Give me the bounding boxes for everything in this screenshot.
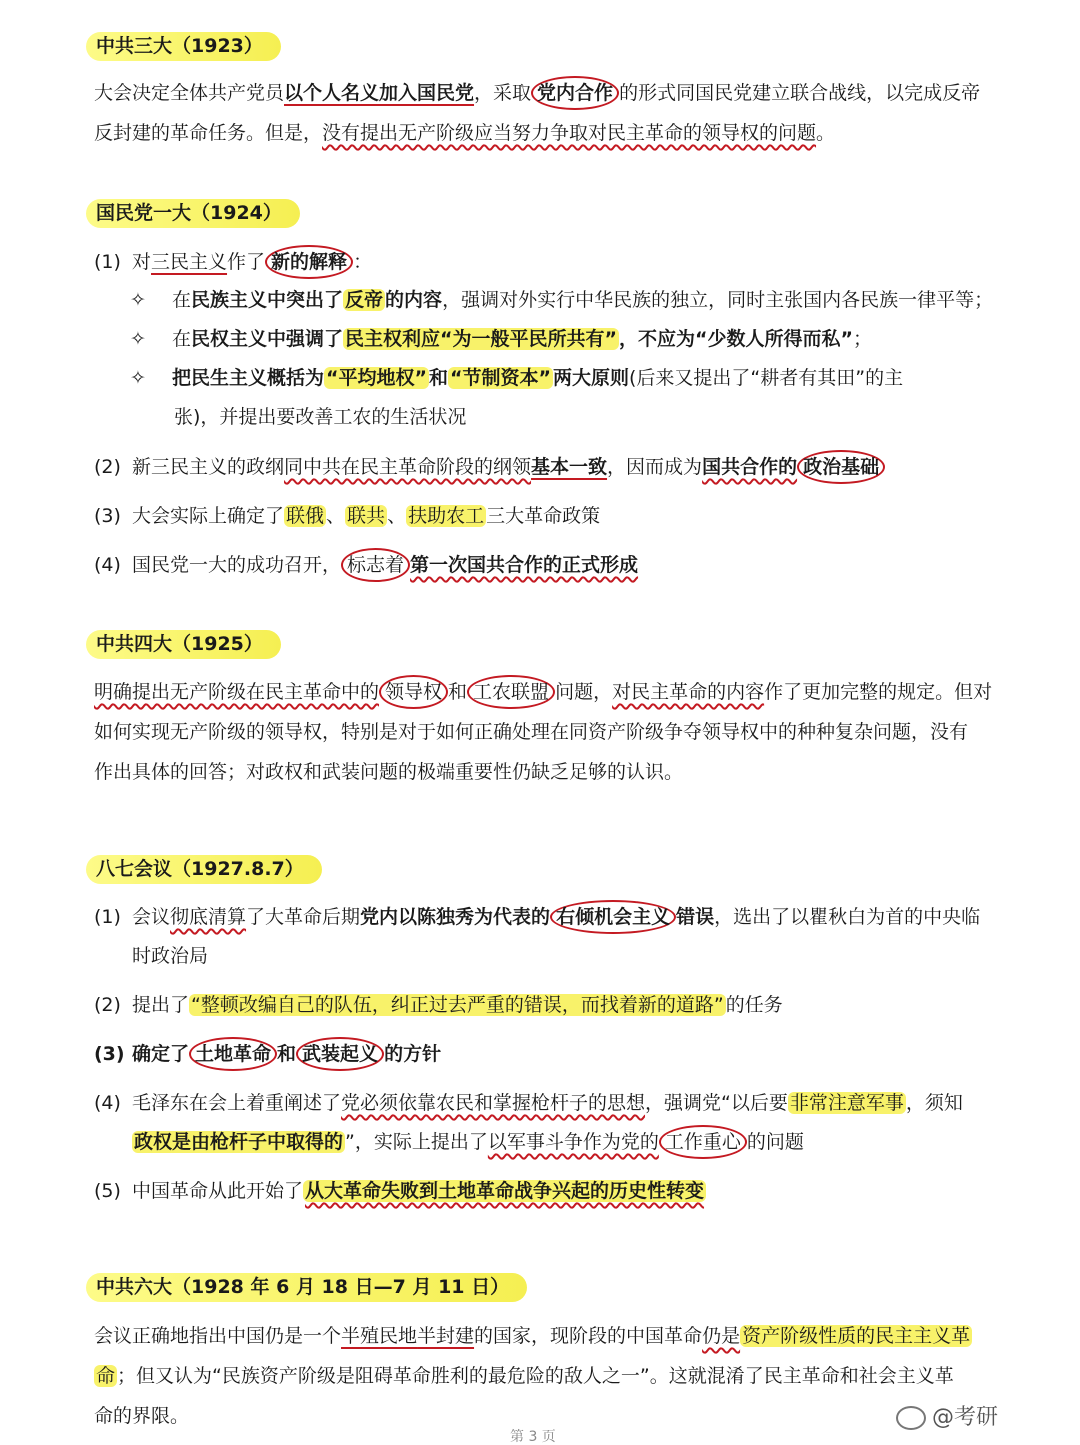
text: ，采取 xyxy=(474,82,532,104)
text-emphasis: 和 xyxy=(277,1043,297,1065)
text: 反封建的革命任务。但是， xyxy=(94,122,323,144)
highlighted-text: 非常注意军事 xyxy=(789,1092,904,1114)
item-number: (1) xyxy=(94,251,121,273)
highlighted-text: 反帝 xyxy=(345,289,384,311)
circled-term: 右倾机会主义 xyxy=(550,900,676,934)
paragraph-ccp3 xyxy=(94,73,994,153)
list-item xyxy=(94,1083,994,1123)
list-item xyxy=(130,281,1000,320)
highlighted-text: 政权是由枪杆子中取得的 xyxy=(134,1131,344,1153)
list-item-continuation: 张)，并提出要改善工农的生活状况 xyxy=(174,406,467,428)
section-heading-kmt1: 国民党一大（1924） xyxy=(86,199,300,228)
bullet-icon: ✧ xyxy=(130,328,146,350)
section-heading-ccp3: 中共三大（1923） xyxy=(86,32,281,61)
item-number: (1) xyxy=(94,906,121,928)
list-item xyxy=(94,985,994,1025)
text: 命的界限。 xyxy=(94,1405,190,1427)
wavy-underlined-text: 以军事斗争作为党的 xyxy=(487,1131,659,1153)
highlighted-text: 民主权利应“为一般平民所共有” xyxy=(345,328,618,350)
paragraph-ccp4 xyxy=(94,672,994,792)
highlighted-text: 联俄 xyxy=(286,505,325,527)
wavy-underlined-text: 党必须依靠农民和掌握枪杆子的思想 xyxy=(341,1092,646,1114)
text: 在 xyxy=(172,328,192,350)
wavy-underlined-text: 仍是 xyxy=(702,1325,741,1347)
text: 、 xyxy=(326,505,346,527)
item-number: (3) xyxy=(94,505,121,527)
underlined-text: 半殖民地 xyxy=(341,1325,418,1347)
text: 作了 xyxy=(227,251,266,273)
wavy-underlined-text: 同中共在民主革命阶段的纲领 xyxy=(284,456,532,478)
text: 的任务 xyxy=(725,994,783,1016)
bullet-icon: ✧ xyxy=(130,289,146,311)
text: 、 xyxy=(387,505,407,527)
circled-term: 标志着 xyxy=(341,548,410,582)
highlighted-text: 命 xyxy=(96,1365,116,1387)
list-item xyxy=(94,496,994,536)
text: 国民党一大的成功召开， xyxy=(132,554,342,576)
item-number: (4) xyxy=(94,1092,121,1114)
text: 在 xyxy=(172,289,192,311)
paragraph-ccp6 xyxy=(94,1316,994,1436)
highlighted-text: 资产阶级性质的民主主义革 xyxy=(742,1325,971,1347)
underlined-text: 半封建 xyxy=(417,1325,475,1347)
underlined-text: 三民主义 xyxy=(151,251,228,273)
text: 问题， xyxy=(555,681,613,703)
highlighted-text: “平均地权” xyxy=(326,367,427,389)
text: 大会实际上确定了 xyxy=(132,505,285,527)
text: 。 xyxy=(816,122,836,144)
text: ；但又认为“民族资产阶级是阻碍革命胜利的最危险的敌人之一”。这就混淆了民主革命和社会主义革 xyxy=(117,1365,954,1387)
circled-term: 武装起义 xyxy=(296,1037,384,1071)
text-emphasis: 的方针 xyxy=(384,1043,442,1065)
item-number: (2) xyxy=(94,994,121,1016)
list-item xyxy=(94,897,994,937)
text: 提出了 xyxy=(132,994,190,1016)
list-item xyxy=(94,1171,994,1211)
list-item-continuation xyxy=(132,1122,992,1162)
text: 了大革命后期 xyxy=(246,906,361,928)
text: 的问题 xyxy=(746,1131,804,1153)
text: 对 xyxy=(132,251,152,273)
highlighted-text: 联共 xyxy=(347,505,386,527)
text: ，强调党“以后要 xyxy=(645,1092,788,1114)
item-number: (5) xyxy=(94,1180,121,1202)
circled-term: 工作重心 xyxy=(659,1125,747,1159)
text-emphasis: 以个人名义加入国民党 xyxy=(284,82,475,104)
text-emphasis: 和 xyxy=(429,367,449,389)
text: ，强调对外实行中华民族的独立，同时主张国内各民族一律平等； xyxy=(442,289,994,311)
text: ，须知 xyxy=(905,1092,963,1114)
circled-term: 领导权 xyxy=(379,675,448,709)
text: 和 xyxy=(448,681,468,703)
text-emphasis: 民权主义中强调了 xyxy=(191,328,344,350)
text-emphasis: 党内以陈独秀为代表的 xyxy=(360,906,551,928)
text: 的国家，现阶段的中国革命 xyxy=(474,1325,703,1347)
list-item xyxy=(94,242,994,282)
wavy-underlined-text: 彻底清算 xyxy=(170,906,247,928)
weibo-icon xyxy=(896,1406,926,1430)
section-heading-ccp6: 中共六大（1928 年 6 月 18 日—7 月 11 日） xyxy=(86,1273,527,1302)
highlighted-text: “整顿改编自己的队伍，纠正过去严重的错误，而找着新的道路” xyxy=(191,994,724,1016)
bullet-icon: ✧ xyxy=(130,367,146,389)
item-number: (3) xyxy=(94,1043,125,1065)
text-emphasis: 民族主义中突出了 xyxy=(191,289,344,311)
wavy-underlined-text: 对民主革命的内容 xyxy=(612,681,765,703)
text: ”，实际上提出了 xyxy=(345,1131,488,1153)
item-number: (2) xyxy=(94,456,121,478)
wavy-underlined-text: 没有提出无产阶级应当努力争取对民主革命的领导权的问题 xyxy=(322,122,817,144)
circled-term: 新的解释 xyxy=(265,245,353,279)
text: 新三民主义的政纲 xyxy=(132,456,285,478)
section-heading-ccp4: 中共四大（1925） xyxy=(86,630,281,659)
text-emphasis: 确定了 xyxy=(132,1043,190,1065)
text-emphasis: 国共合作的 xyxy=(702,456,798,478)
wavy-underlined-text: 明确提出无产阶级在民主革命中的 xyxy=(94,681,380,703)
text-emphasis: 两大原则 xyxy=(553,367,630,389)
list-item xyxy=(130,320,1000,359)
circled-term: 党内合作 xyxy=(531,76,619,110)
list-item xyxy=(130,359,1000,398)
watermark xyxy=(896,1406,998,1430)
page-number: 第 3 页 xyxy=(510,1429,556,1445)
circled-term: 政治基础 xyxy=(797,450,885,484)
list-item xyxy=(94,545,994,585)
text: 会议正确地指出中国仍是一个 xyxy=(94,1325,342,1347)
text: ： xyxy=(353,251,373,273)
text: 如何实现无产阶级的领导权，特别是对于如何正确处理在同资产阶级争夺领导权中的种种复杂问题，没有 xyxy=(94,721,969,743)
highlighted-text: 扶助农工 xyxy=(408,505,485,527)
text-emphasis: 的内容 xyxy=(385,289,443,311)
text: 的形式同国民党建立联合战线，以完成反帝 xyxy=(619,82,981,104)
list-item-continuation: 时政治局 xyxy=(132,945,209,967)
highlighted-text: “节制资本” xyxy=(450,367,551,389)
section-heading-aug7: 八七会议（1927.8.7） xyxy=(86,855,322,884)
watermark-text: @考研 xyxy=(932,1405,999,1430)
text: ，因而成为 xyxy=(607,456,703,478)
item-number: (4) xyxy=(94,554,121,576)
text: 毛泽东在会上着重阐述了 xyxy=(132,1092,342,1114)
text: 作出具体的回答；对政权和武装问题的极端重要性仍缺乏足够的认识。 xyxy=(94,761,684,783)
circled-term: 土地革命 xyxy=(189,1037,277,1071)
circled-term: 工农联盟 xyxy=(467,675,555,709)
text: 中国革命从此开始了 xyxy=(132,1180,304,1202)
text: 大会决定全体共产党员 xyxy=(94,82,285,104)
text: 三大革命政策 xyxy=(486,505,601,527)
list-item xyxy=(94,1034,994,1074)
text-emphasis: 第一次国共合作的正式形成 xyxy=(410,554,639,576)
list-item xyxy=(94,447,994,487)
text-emphasis: ，不应为“少数人所得而私” xyxy=(619,328,853,350)
text: (后来又提出了“耕者有其田”的主 xyxy=(629,367,904,389)
text-emphasis: 基本一致 xyxy=(531,456,608,478)
highlighted-text: 从大革命失败到土地革命战争兴起的历史性转变 xyxy=(305,1180,705,1202)
text: 作了更加完整的规定。但对 xyxy=(764,681,993,703)
text: ，选出了以瞿秋白为首的中央临 xyxy=(714,906,981,928)
text: ； xyxy=(853,328,873,350)
text-emphasis: 把民生主义概括为 xyxy=(172,367,325,389)
text: 会议 xyxy=(132,906,171,928)
text-emphasis: 错误 xyxy=(676,906,715,928)
